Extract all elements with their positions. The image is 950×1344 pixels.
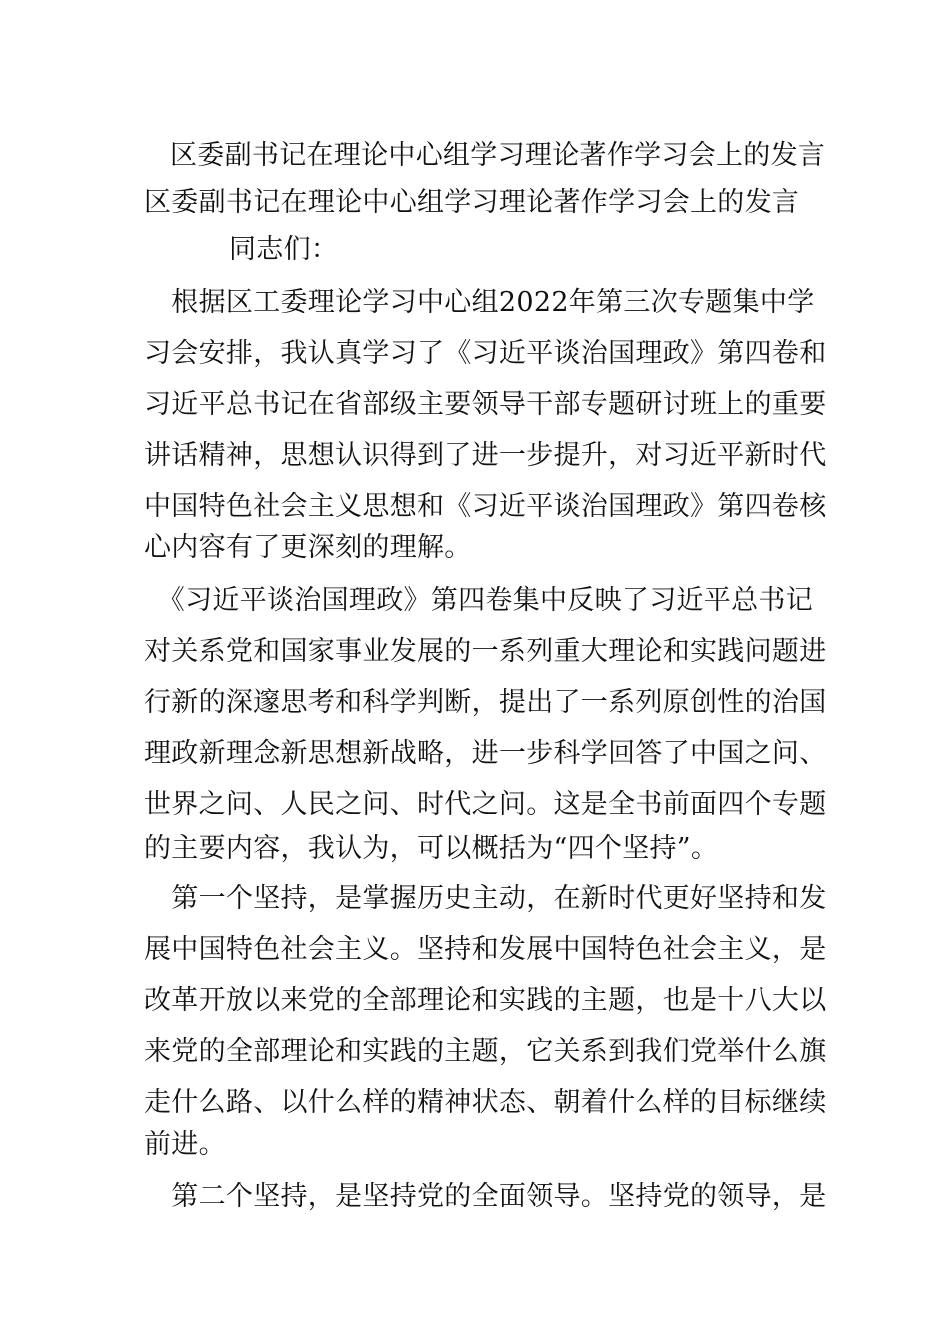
paragraph-2-line-5: 世界之问、人民之问、时代之问。这是全书前面四个专题: [144, 789, 827, 820]
paragraph-1-line-4: 讲话精神，思想认识得到了进一步提升，对习近平新时代: [144, 440, 827, 471]
document-title-line-2: 区委副书记在理论中心组学习理论著作学习会上的发言: [144, 187, 800, 218]
paragraph-3-line-1: 第一个坚持，是掌握历史主动，在新时代更好坚持和发: [144, 883, 827, 914]
paragraph-3-line-2: 展中国特色社会主义。坚持和发展中国特色社会主义，是: [144, 934, 827, 965]
paragraph-1-line-2: 习会安排，我认真学习了《习近平谈治国理政》第四卷和: [144, 338, 827, 369]
paragraph-2-line-2: 对关系党和国家事业发展的一系列重大理论和实践问题进: [144, 636, 827, 667]
document-title-line-1: 区委副书记在理论中心组学习理论著作学习会上的发言: [170, 140, 826, 171]
paragraph-3-line-5: 走什么路、以什么样的精神状态、朝着什么样的目标继续: [144, 1087, 827, 1118]
paragraph-3-line-3: 改革开放以来党的全部理论和实践的主题，也是十八大以: [144, 985, 827, 1016]
paragraph-2-line-3: 行新的深邃思考和科学判断，提出了一系列原创性的治国: [144, 687, 827, 718]
paragraph-2-line-4: 理政新理念新思想新战略，进一步科学回答了中国之问、: [144, 738, 827, 769]
paragraph-1-line-6: 心内容有了更深刻的理解。: [144, 532, 472, 563]
paragraph-4-line-1: 第二个坚持，是坚持党的全面领导。坚持党的领导，是: [144, 1181, 827, 1212]
paragraph-2-line-1: 《习近平谈治国理政》第四卷集中反映了习近平总书记: [144, 585, 813, 616]
paragraph-3-line-4: 来党的全部理论和实践的主题，它关系到我们党举什么旗: [144, 1036, 827, 1067]
paragraph-2-line-6: 的主要内容，我认为，可以概括为“四个坚持”。: [144, 833, 719, 864]
greeting: 同志们：: [229, 234, 339, 265]
paragraph-3-line-6: 前进。: [144, 1129, 226, 1160]
paragraph-1-line-1: 根据区工委理论学习中心组2022年第三次专题集中学: [144, 287, 815, 318]
paragraph-1-line-3: 习近平总书记在省部级主要领导干部专题研讨班上的重要: [144, 389, 827, 420]
paragraph-1-line-5: 中国特色社会主义思想和《习近平谈治国理政》第四卷核: [144, 491, 827, 522]
